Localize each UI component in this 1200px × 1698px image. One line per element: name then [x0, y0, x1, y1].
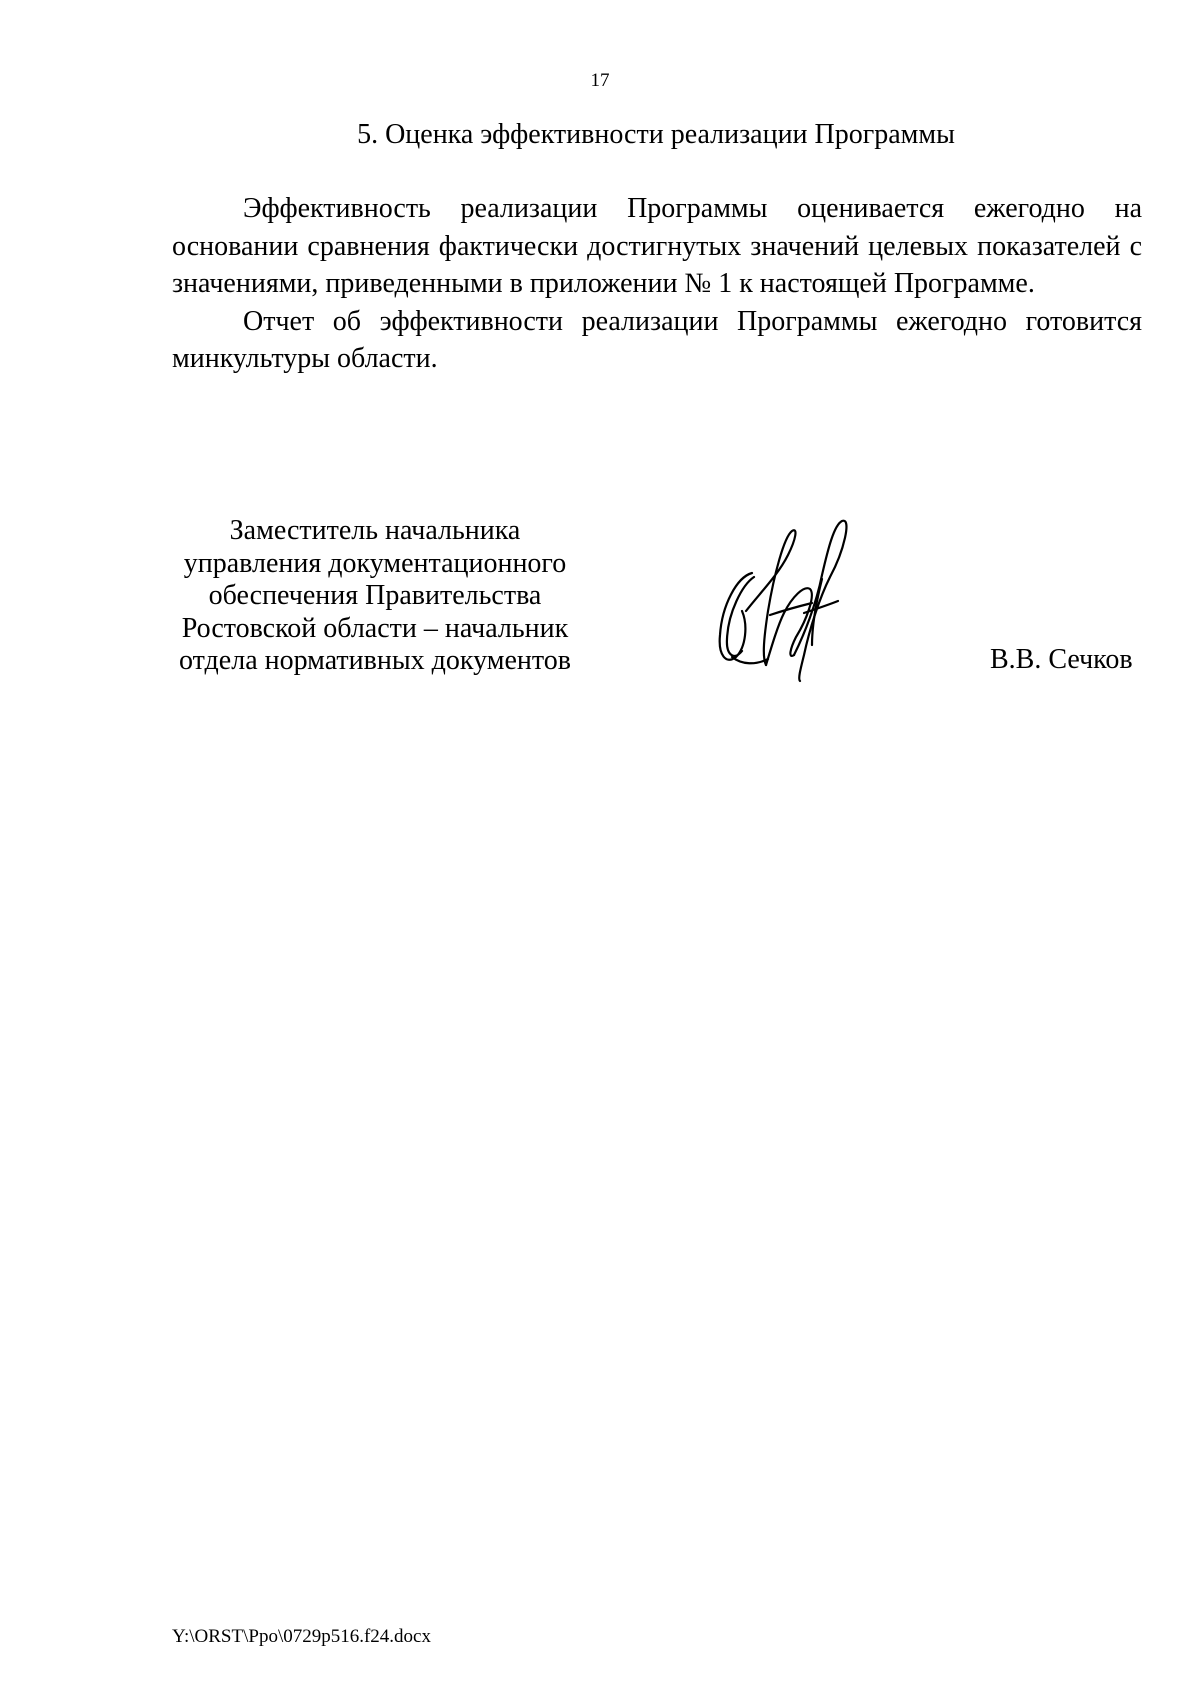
signatory-position	[160, 515, 590, 678]
signer-name: В.В. Сечков	[990, 644, 1133, 675]
position-line: обеспечения Правительства	[208, 580, 542, 611]
section-title: 5. Оценка эффективности реализации Программы	[357, 119, 955, 150]
handwritten-signature	[712, 515, 867, 685]
position-line: Заместитель начальника	[229, 515, 521, 546]
position-line: Ростовской области – начальник	[181, 612, 569, 644]
document-file-path: Y:\ORST\Ppo\0729p516.f24.docx	[172, 1626, 431, 1647]
paragraph-efficiency-evaluation: Эффективность реализации Программы оценивается ежегодно на основании сравнения фактически достигнутых значений целевых показателей с значениями, приведенными в приложении № 1 к настоящей Программе.	[172, 193, 1142, 299]
position-line: управления документационного	[183, 547, 567, 579]
position-line: отдела нормативных документов	[179, 645, 571, 676]
section-body	[172, 190, 1142, 378]
paragraph-efficiency-report: Отчет об эффективности реализации Программы ежегодно готовится минкультуры области.	[172, 305, 1142, 374]
page-number: 17	[590, 70, 610, 91]
